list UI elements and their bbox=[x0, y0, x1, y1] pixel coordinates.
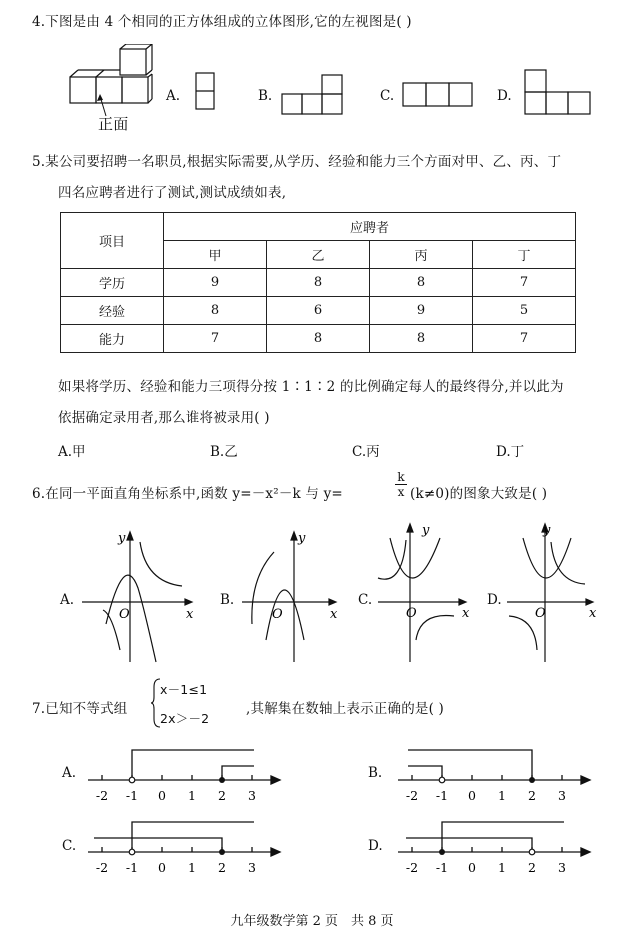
q7-option-b-number-line bbox=[396, 740, 596, 806]
q6-c-origin: O bbox=[406, 606, 417, 621]
tick-label: -2 bbox=[95, 860, 109, 875]
q7-option-d-number-line bbox=[396, 812, 596, 878]
tick-label: 0 bbox=[468, 788, 476, 803]
q7-option-d-label: D. bbox=[368, 838, 383, 854]
tick-label: -1 bbox=[125, 788, 139, 803]
table-group-header: 应聘者 bbox=[164, 213, 576, 241]
table-column-header: 甲 bbox=[164, 241, 267, 269]
q5-option-d: D.丁 bbox=[496, 444, 525, 460]
q6-option-d-graph bbox=[505, 520, 601, 664]
q4-option-b-figure bbox=[281, 74, 345, 116]
tick-label: 3 bbox=[558, 860, 566, 875]
q4-option-c-figure bbox=[402, 82, 476, 108]
tick-label: 1 bbox=[498, 860, 506, 875]
q7-inequality-1: x－1≤1 bbox=[160, 682, 208, 697]
q6-option-b-graph bbox=[238, 528, 342, 664]
q6-option-a-label: A. bbox=[60, 592, 75, 608]
q4-front-label: 正面 bbox=[98, 115, 129, 133]
q5-stem-line2: 四名应聘者进行了测试,测试成绩如表, bbox=[58, 185, 287, 201]
table-column-header: 乙 bbox=[267, 241, 370, 269]
table-cell: 8 bbox=[267, 325, 370, 353]
table-row bbox=[61, 269, 576, 297]
tick-label: 0 bbox=[158, 860, 166, 875]
q6-option-c-graph bbox=[376, 520, 472, 664]
table-column-header: 丁 bbox=[473, 241, 576, 269]
table-row-label: 经验 bbox=[61, 297, 164, 325]
q4-option-a-figure bbox=[194, 72, 218, 112]
q4-option-b-label: B. bbox=[258, 88, 273, 104]
q6-option-b-label: B. bbox=[220, 592, 235, 608]
q7-stem-post: ,其解集在数轴上表示正确的是( ) bbox=[246, 701, 445, 717]
q7-option-b-label: B. bbox=[368, 765, 383, 781]
tick-label: 2 bbox=[218, 860, 226, 875]
q6-option-a-graph bbox=[78, 528, 198, 664]
table-cell: 8 bbox=[370, 269, 473, 297]
q6-b-axis-y: y bbox=[298, 531, 306, 546]
q6-b-axis-x: x bbox=[330, 607, 338, 622]
table-row bbox=[61, 325, 576, 353]
tick-label: -2 bbox=[95, 788, 109, 803]
table-cell: 7 bbox=[473, 325, 576, 353]
q5-followup-line2: 依据确定录用者,那么谁将被录用( ) bbox=[58, 410, 270, 426]
table-cell: 8 bbox=[164, 297, 267, 325]
q7-option-c-label: C. bbox=[62, 838, 77, 854]
table-cell: 7 bbox=[164, 325, 267, 353]
q7-option-a-number-line bbox=[86, 740, 286, 806]
page-footer: 九年级数学第 2 页 共 8 页 bbox=[230, 914, 394, 929]
q4-option-d-figure bbox=[524, 68, 594, 118]
tick-label: 3 bbox=[248, 788, 256, 803]
tick-label: -1 bbox=[435, 788, 449, 803]
q6-a-axis-y: y bbox=[118, 531, 126, 546]
table-cell: 9 bbox=[164, 269, 267, 297]
q5-followup-line1: 如果将学历、经验和能力三项得分按 1∶1∶2 的比例确定每人的最终得分,并以此为 bbox=[58, 379, 564, 395]
table-row-label: 能力 bbox=[61, 325, 164, 353]
tick-label: -2 bbox=[405, 860, 419, 875]
q4-option-d-label: D. bbox=[497, 88, 512, 104]
table-row bbox=[61, 297, 576, 325]
q7-inequality-2: 2x＞－2 bbox=[160, 711, 210, 726]
q4-option-c-label: C. bbox=[380, 88, 395, 104]
q4-stem: 4.下图是由 4 个相同的正方体组成的立体图形,它的左视图是( ) bbox=[32, 14, 412, 30]
q6-d-axis-y: y bbox=[543, 523, 551, 538]
q6-b-origin: O bbox=[272, 607, 283, 622]
tick-label: 2 bbox=[528, 860, 536, 875]
q6-fraction-numerator: k bbox=[397, 470, 405, 484]
q6-option-d-label: D. bbox=[487, 592, 502, 608]
table-cell: 5 bbox=[473, 297, 576, 325]
q6-d-origin: O bbox=[535, 606, 546, 621]
tick-label: 2 bbox=[528, 788, 536, 803]
tick-label: -1 bbox=[435, 860, 449, 875]
q6-fraction-denominator: x bbox=[395, 484, 407, 499]
table-row-label: 学历 bbox=[61, 269, 164, 297]
q5-stem-line1: 5.某公司要招聘一名职员,根据实际需要,从学历、经验和能力三个方面对甲、乙、丙、丁 bbox=[32, 154, 562, 170]
tick-label: 1 bbox=[188, 788, 196, 803]
q6-c-axis-x: x bbox=[462, 606, 470, 621]
q6-stem-post: (k≠0)的图象大致是( ) bbox=[410, 486, 548, 502]
q7-option-a-label: A. bbox=[62, 765, 77, 781]
tick-label: 0 bbox=[468, 860, 476, 875]
q6-option-c-label: C. bbox=[358, 592, 373, 608]
table-cell: 8 bbox=[370, 325, 473, 353]
tick-label: 2 bbox=[218, 788, 226, 803]
table-row-header: 项目 bbox=[61, 213, 164, 269]
q7-option-c-number-line bbox=[86, 812, 286, 878]
table-cell: 6 bbox=[267, 297, 370, 325]
table-column-header: 丙 bbox=[370, 241, 473, 269]
q6-a-origin: O bbox=[119, 607, 130, 622]
tick-label: 3 bbox=[558, 788, 566, 803]
q5-option-b: B.乙 bbox=[210, 444, 238, 460]
table-cell: 7 bbox=[473, 269, 576, 297]
q6-a-axis-x: x bbox=[186, 607, 194, 622]
table-cell: 8 bbox=[267, 269, 370, 297]
tick-label: 1 bbox=[498, 788, 506, 803]
table-cell: 9 bbox=[370, 297, 473, 325]
tick-label: -2 bbox=[405, 788, 419, 803]
q5-option-a: A.甲 bbox=[58, 444, 86, 460]
q6-d-axis-x: x bbox=[589, 606, 597, 621]
tick-label: 0 bbox=[158, 788, 166, 803]
q5-option-c: C.丙 bbox=[352, 444, 380, 460]
q7-stem-pre: 7.已知不等式组 bbox=[32, 701, 128, 717]
q6-c-axis-y: y bbox=[422, 523, 430, 538]
q6-stem-pre: 6.在同一平面直角坐标系中,函数 y=－x²－k 与 y= bbox=[32, 486, 343, 502]
tick-label: 3 bbox=[248, 860, 256, 875]
score-table bbox=[60, 212, 576, 353]
tick-label: 1 bbox=[188, 860, 196, 875]
q6-fraction bbox=[395, 470, 407, 499]
tick-label: -1 bbox=[125, 860, 139, 875]
q4-option-a-label: A. bbox=[166, 88, 181, 104]
